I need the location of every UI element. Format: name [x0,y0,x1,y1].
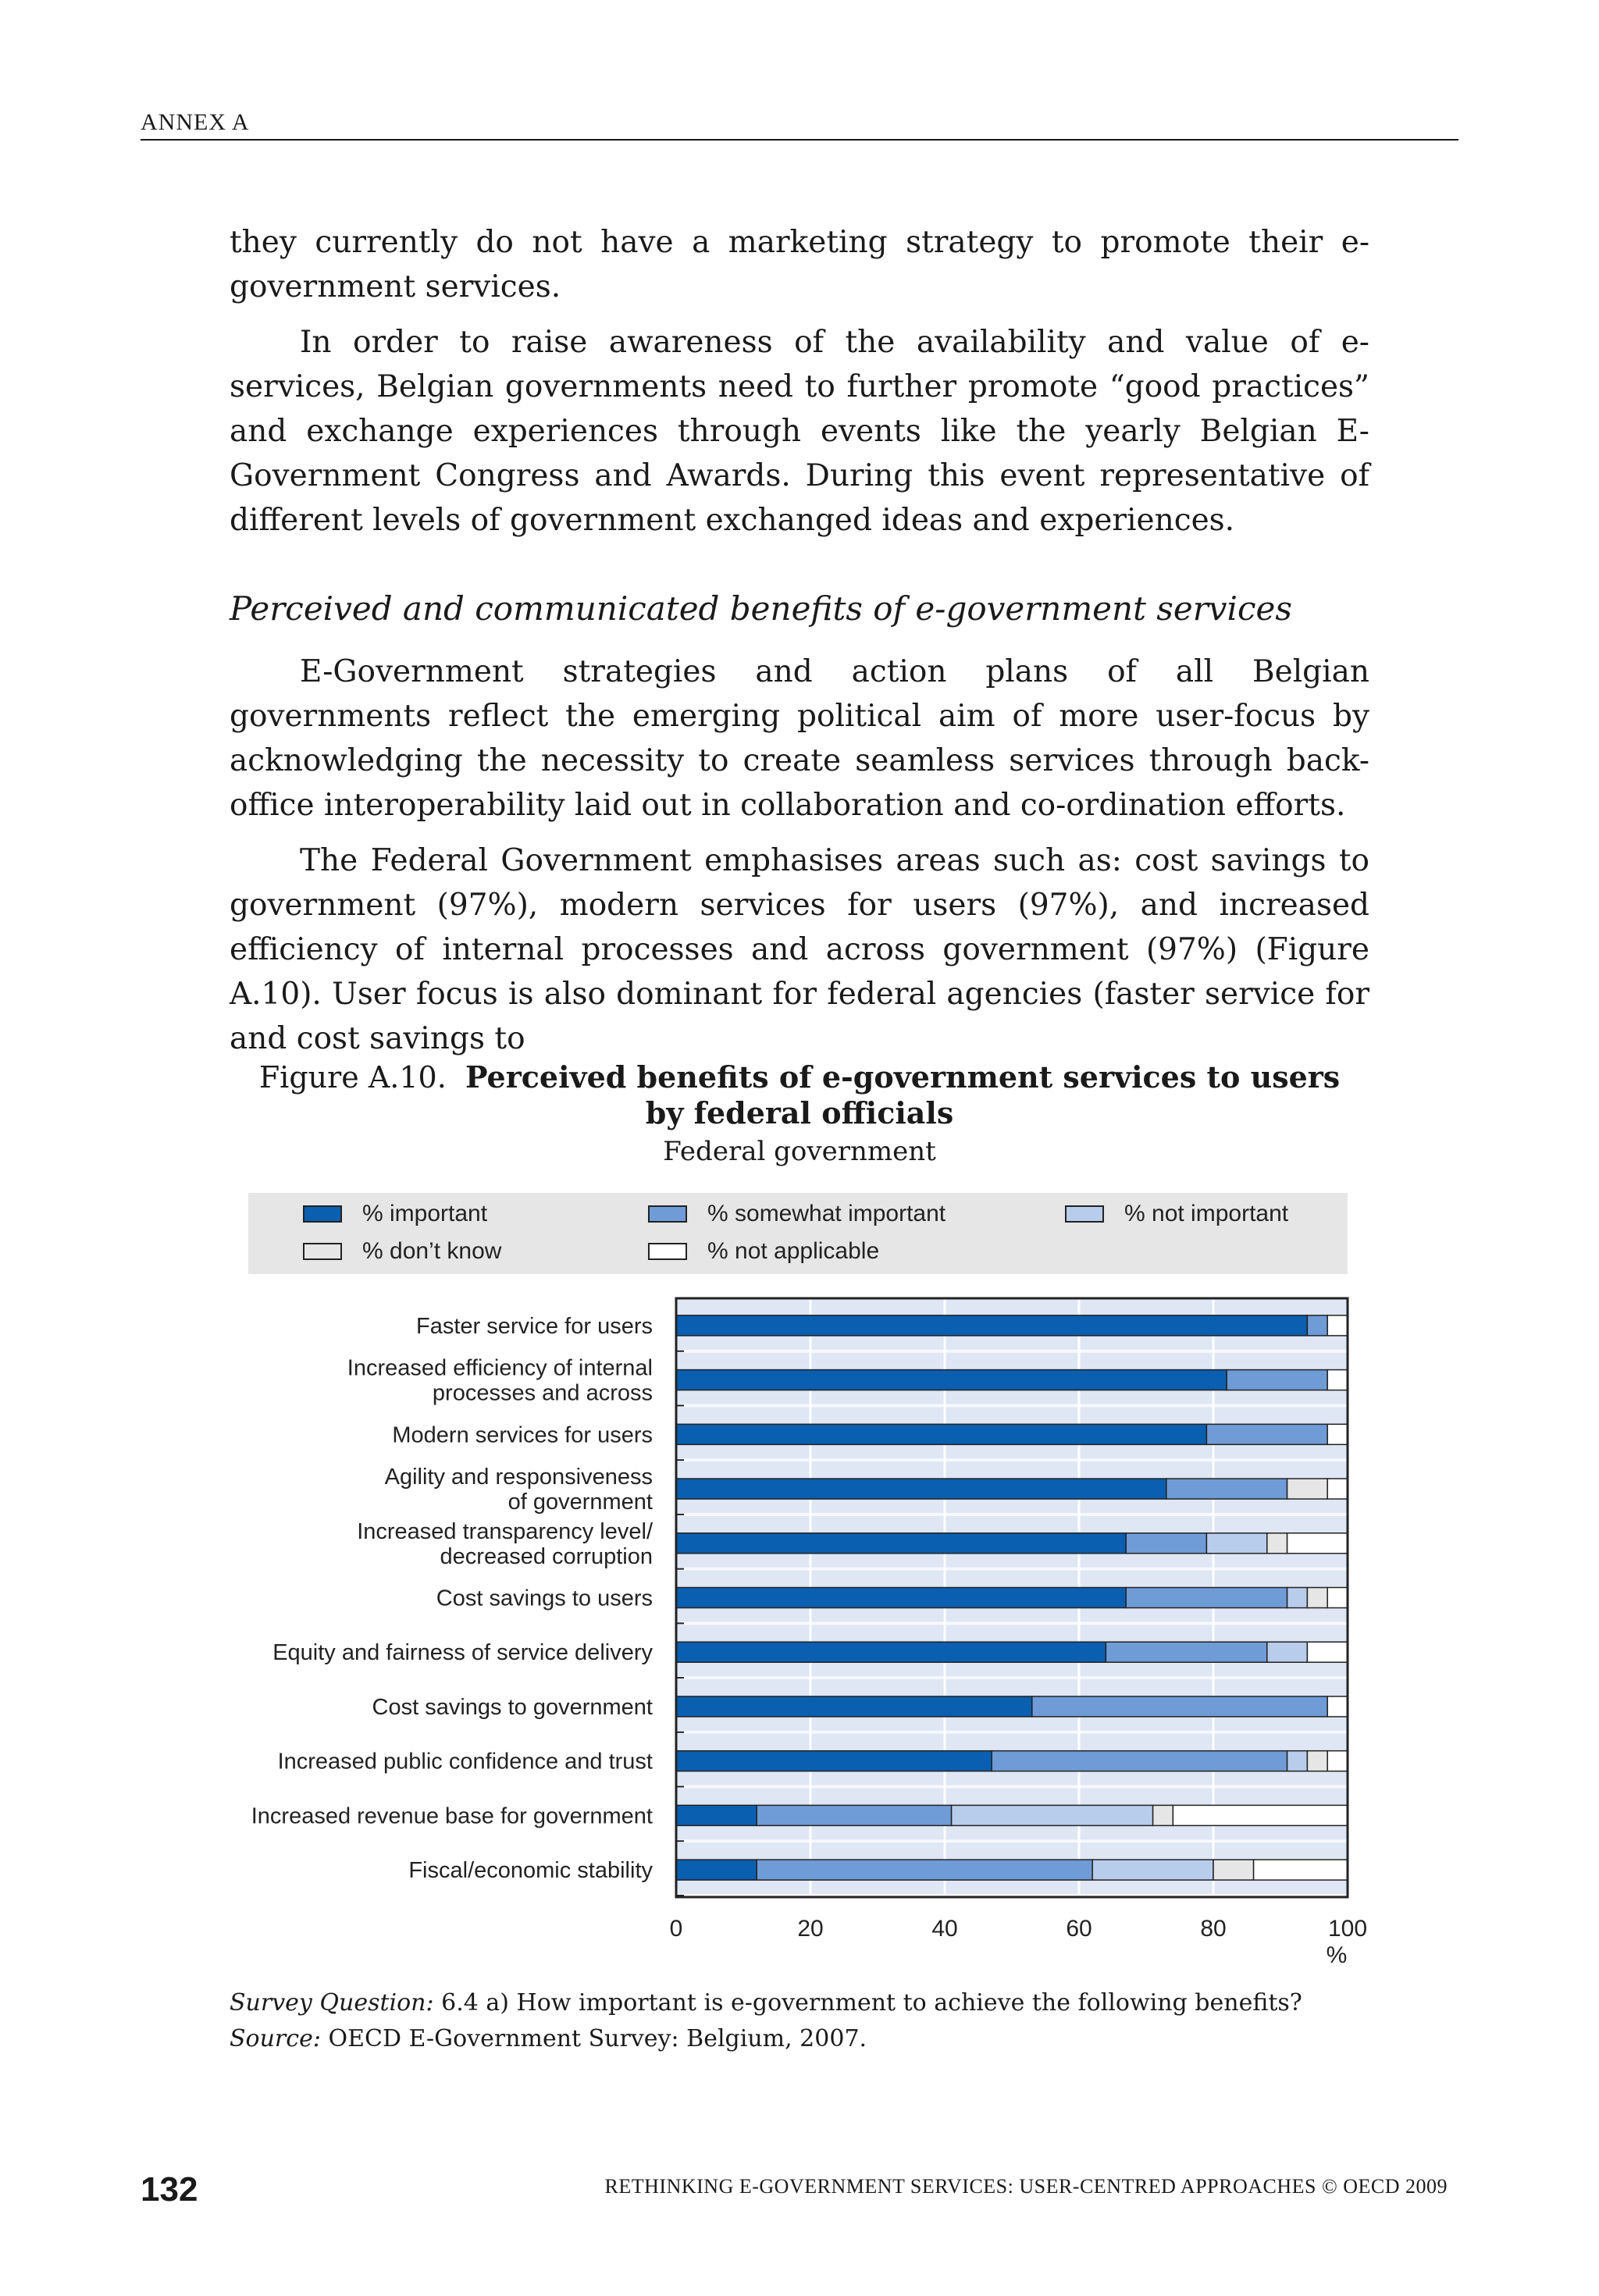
legend-label: % somewhat important [707,1201,946,1226]
bar-segment [1287,1751,1308,1771]
paragraph-1: they currently do not have a marketing strategy to promote their e-government services. [230,225,1369,304]
bar-segment [757,1805,951,1825]
running-head: ANNEX A [141,109,250,135]
bar-segment [1206,1533,1266,1554]
category-label: Increased public confidence and trust [277,1749,653,1775]
row-separator [676,1731,1348,1734]
bar-segment [676,1533,1126,1554]
category-label: Fiscal/economic stability [408,1858,653,1884]
legend-label: % not applicable [707,1238,880,1264]
source-text: OECD E-Government Survey: Belgium, 2007. [328,2025,867,2052]
row-separator [676,1513,1348,1516]
category-label: Cost savings to users [436,1586,653,1611]
bar-segment [1153,1805,1173,1825]
bar-segment [1126,1588,1287,1608]
bar-segment [1287,1533,1348,1554]
paragraph-3: E-Government strategies and action plans of all Belgian governments reflect the emerging political aim of more user-focus by acknowledging the necessity to create seamless services through back-office interoperability laid out in collaboration and co-ordination efforts. [230,654,1369,823]
bar-segment [1227,1370,1327,1390]
bar-segment [676,1424,1206,1444]
bar-segment [1287,1588,1308,1608]
bar-segment [676,1588,1126,1608]
bar-segment [1206,1424,1327,1444]
bar-segment [1327,1424,1348,1444]
category-label: Faster service for users [416,1313,653,1339]
row-separator [676,1568,1348,1571]
category-label: Equity and fairness of service delivery [272,1640,653,1666]
category-label: decreased corruption [440,1543,653,1569]
bar-segment [1327,1370,1348,1390]
bar-segment [1327,1588,1348,1608]
bar-segment [1106,1642,1266,1662]
category-label: processes and across [432,1380,653,1406]
category-label: of government [507,1490,653,1515]
bar-segment [676,1696,1032,1717]
row-separator [676,1676,1348,1679]
bar-segment [1267,1533,1287,1554]
category-label: Agility and responsiveness [384,1465,653,1490]
bar-segment [676,1370,1227,1390]
section-heading: Perceived and communicated benefits of e-government services [230,589,1292,628]
bar-segment [1166,1479,1287,1499]
bar-segment [1032,1696,1327,1717]
bar-segment [1213,1860,1254,1880]
bar-segment [1307,1642,1348,1662]
figure-title-line2: by federal officials [645,1095,954,1130]
bar-segment [1287,1479,1328,1499]
x-tick-label: 20 [797,1916,824,1942]
bar-segment [1307,1315,1327,1336]
bar-segment [1092,1860,1213,1880]
legend-label: % don’t know [362,1238,502,1264]
bar-segment [992,1751,1287,1771]
row-separator [676,1785,1348,1789]
bar-segment [952,1805,1153,1825]
bar-segment [1327,1479,1348,1499]
paragraph-4: The Federal Government emphasises areas such as: cost savings to government (97%), modern services for users (97%), and increased efficiency of internal processes and across government (97%) (Figure A.10). User focus is also dominant for federal agencies (faster service for and cost savings to [230,843,1369,1056]
bar-segment [1307,1751,1327,1771]
page-footer: RETHINKING E-GOVERNMENT SERVICES: USER-CENTRED APPROACHES © OECD 2009 [604,2175,1448,2198]
row-separator [676,1404,1348,1407]
bar-segment [1254,1860,1348,1880]
bar-segment [676,1751,992,1771]
row-separator [676,1458,1348,1461]
bar-segment [676,1860,757,1880]
bar-segment [676,1805,757,1825]
x-tick-label: 100 [1327,1916,1368,1942]
x-tick-label: 80 [1200,1916,1227,1942]
x-tick-label: 40 [931,1916,958,1942]
category-label: Increased efficiency of internal [347,1355,653,1381]
figure-number: Figure A.10. [258,1060,447,1095]
bar-segment [1267,1642,1308,1662]
legend-label: % not important [1124,1201,1289,1226]
source-label: Source: [230,2025,321,2052]
bar-segment [676,1315,1307,1336]
survey-text: 6.4 a) How important is e-government to achieve the following benefits? [441,1989,1302,2017]
category-label: Increased transparency level/ [357,1518,653,1544]
bar-segment [757,1860,1092,1880]
row-separator [676,1839,1348,1842]
x-tick-label: 60 [1066,1916,1092,1942]
figure-subtitle: Federal government [663,1136,936,1167]
page-number: 132 [141,2170,198,2209]
figure-title-line1: Perceived benefits of e-government services to users [465,1059,1341,1095]
bar-segment [1327,1751,1348,1771]
bar-segment [1327,1315,1348,1336]
category-label: Modern services for users [392,1422,653,1448]
bar-segment [1327,1696,1348,1717]
source-note [230,2025,867,2052]
bar-segment [676,1479,1166,1499]
x-axis-unit: % [1326,1942,1348,1968]
category-label: Increased revenue base for government [251,1803,653,1829]
paragraph-2: In order to raise awareness of the availability and value of e-services, Belgian governments need to further promote “good practices” and exchange experiences through events like the yearly Belgian E-Government Congress and Awards. During this event representative of different levels of government exchanged ideas and experiences. [230,325,1369,538]
legend-label: % important [362,1201,488,1226]
row-separator [676,1621,1348,1625]
x-tick-label: 0 [669,1916,683,1942]
row-separator [676,1350,1348,1353]
bar-segment [1307,1588,1327,1608]
category-label: Cost savings to government [372,1694,653,1720]
survey-note [230,1989,1302,2017]
bar-segment [1126,1533,1206,1554]
bar-segment [1173,1805,1348,1825]
bar-segment [676,1642,1106,1662]
survey-label: Survey Question: [230,1989,434,2017]
